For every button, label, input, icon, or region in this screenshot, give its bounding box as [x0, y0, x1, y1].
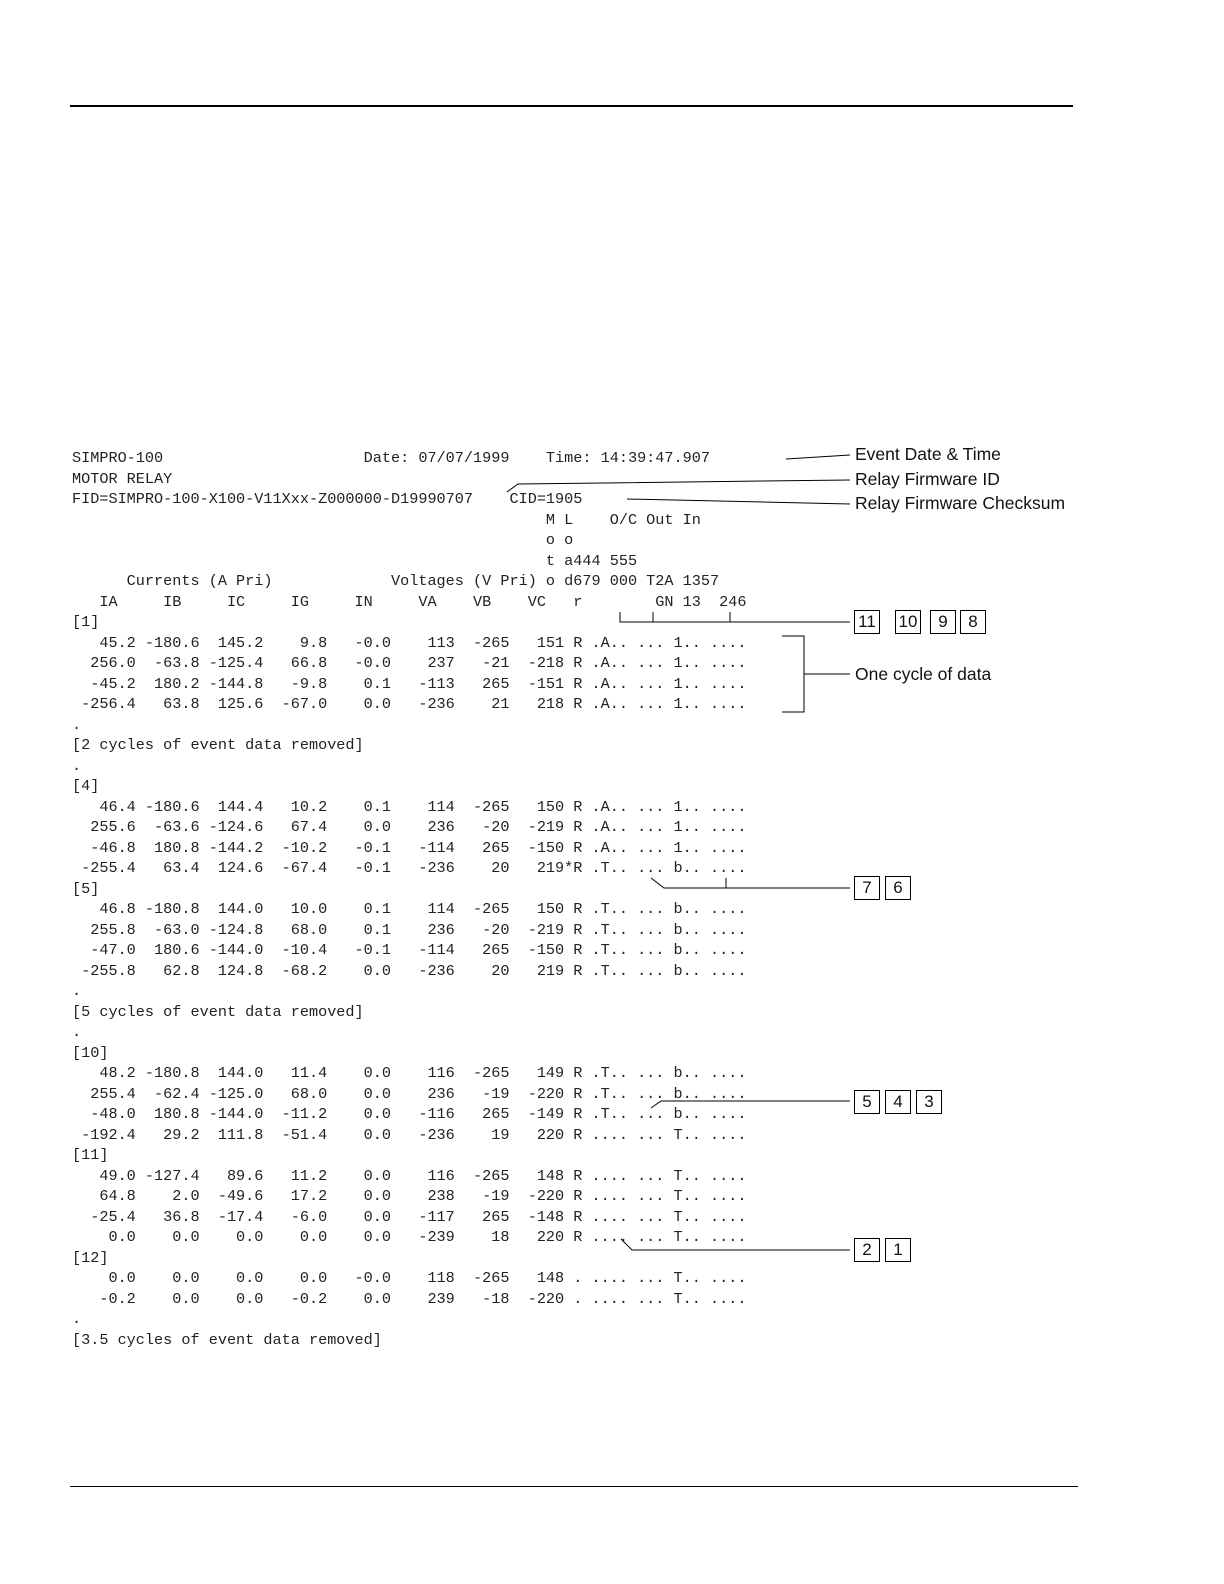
report-line: -45.2 180.2 -144.8 -9.8 0.1 -113 265 -151 R .A.. ... 1.. ....	[72, 674, 747, 693]
report-line: -255.4 63.4 124.6 -67.4 -0.1 -236 20 219*R .T.. ... b.. ....	[72, 859, 747, 877]
leader-event-date-time	[786, 455, 850, 459]
callout-box: 9	[930, 610, 956, 634]
report-line: .	[72, 1310, 82, 1328]
report-line: -255.8 62.8 124.8 -68.2 0.0 -236 20 219 R .T.. ... b.. ....	[72, 961, 747, 980]
top-rule	[70, 105, 1073, 107]
cycle-bracket	[782, 636, 804, 712]
report-line: -0.2 0.0 0.0 -0.2 0.0 239 -18 -220 . .... ... T.. ....	[72, 1289, 747, 1308]
report-line: MOTOR RELAY	[72, 469, 173, 488]
report-line: 0.0 0.0 0.0 0.0 -0.0 118 -265 148 . .... ... T.. ....	[72, 1269, 747, 1287]
callout-box: 2	[854, 1238, 880, 1262]
report-line: 255.4 -62.4 -125.0 68.0 0.0 236 -19 -220 R .T.. ... b.. ....	[72, 1084, 747, 1103]
report-line: [5 cycles of event data removed]	[72, 1002, 364, 1021]
report-line: .	[72, 982, 82, 1000]
report-line: -192.4 29.2 111.8 -51.4 0.0 -236 19 220 R .... ... T.. ....	[72, 1125, 747, 1144]
event-report	[72, 448, 746, 1350]
report-line: 46.4 -180.6 144.4 10.2 0.1 114 -265 150 R .A.. ... 1.. ....	[72, 797, 747, 816]
label-firmware-checksum: Relay Firmware Checksum	[855, 493, 1066, 513]
report-line: .	[72, 1023, 82, 1041]
report-line: .	[72, 756, 82, 775]
callout-box: 1	[885, 1238, 911, 1262]
report-line: 256.0 -63.8 -125.4 66.8 -0.0 237 -21 -218 R .A.. ... 1.. ....	[72, 654, 747, 672]
callout-box: 10	[895, 610, 921, 634]
report-line: 45.2 -180.6 145.2 9.8 -0.0 113 -265 151 R .A.. ... 1.. ....	[72, 633, 747, 652]
report-line: IA IB IC IG IN VA VB VC r GN 13 246	[72, 592, 747, 611]
report-line: t a444 555	[72, 551, 638, 570]
callout-box: 6	[885, 876, 911, 900]
callout-box: 4	[885, 1090, 911, 1114]
report-line: -46.8 180.8 -144.2 -10.2 -0.1 -114 265 -150 R .A.. ... 1.. ....	[72, 838, 747, 857]
report-line: -48.0 180.8 -144.0 -11.2 0.0 -116 265 -149 R .T.. ... b.. ....	[72, 1105, 747, 1123]
callout-box: 5	[854, 1090, 880, 1114]
report-line: -256.4 63.8 125.6 -67.0 0.0 -236 21 218 R .A.. ... 1.. ....	[72, 695, 747, 713]
report-line: .	[72, 715, 82, 734]
bottom-rule	[70, 1486, 1078, 1487]
report-line: [11]	[72, 1146, 109, 1164]
report-line: o o	[72, 531, 574, 549]
callout-box: 7	[854, 876, 880, 900]
report-line: 0.0 0.0 0.0 0.0 0.0 -239 18 220 R .... ... T.. ....	[72, 1228, 747, 1246]
report-line: [2 cycles of event data removed]	[72, 736, 364, 754]
report-line: [3.5 cycles of event data removed]	[72, 1330, 382, 1349]
callout-box: 8	[960, 610, 986, 634]
report-line: [5]	[72, 879, 100, 898]
report-line: [1]	[72, 613, 100, 631]
report-line: [4]	[72, 777, 100, 795]
report-line: 64.8 2.0 -49.6 17.2 0.0 238 -19 -220 R .... ... T.. ....	[72, 1187, 747, 1205]
label-event-date-time: Event Date & Time	[855, 444, 1001, 464]
callout-box: 3	[916, 1090, 942, 1114]
report-line: 49.0 -127.4 89.6 11.2 0.0 116 -265 148 R .... ... T.. ....	[72, 1166, 747, 1185]
report-line: 255.6 -63.6 -124.6 67.4 0.0 236 -20 -219 R .A.. ... 1.. ....	[72, 818, 747, 836]
report-line: 48.2 -180.8 144.0 11.4 0.0 116 -265 149 R .T.. ... b.. ....	[72, 1064, 747, 1082]
report-line: -25.4 36.8 -17.4 -6.0 0.0 -117 265 -148 R .... ... T.. ....	[72, 1207, 747, 1226]
report-line: FID=SIMPRO-100-X100-V11Xxx-Z000000-D19990707 CID=1905	[72, 490, 583, 508]
report-line: 255.8 -63.0 -124.8 68.0 0.1 236 -20 -219 R .T.. ... b.. ....	[72, 920, 747, 939]
label-firmware-id: Relay Firmware ID	[855, 469, 1000, 489]
label-one-cycle: One cycle of data	[855, 664, 992, 684]
report-line: SIMPRO-100 Date: 07/07/1999 Time: 14:39:47.907	[72, 449, 710, 467]
report-line: Currents (A Pri) Voltages (V Pri) o d679 000 T2A 1357	[72, 572, 720, 590]
report-line: M L O/C Out In	[72, 510, 701, 529]
report-line: -47.0 180.6 -144.0 -10.4 -0.1 -114 265 -150 R .T.. ... b.. ....	[72, 941, 747, 959]
report-line: 46.8 -180.8 144.0 10.0 0.1 114 -265 150 R .T.. ... b.. ....	[72, 900, 747, 918]
report-line: [10]	[72, 1043, 109, 1062]
report-line: [12]	[72, 1248, 109, 1267]
callout-box: 11	[854, 610, 880, 634]
